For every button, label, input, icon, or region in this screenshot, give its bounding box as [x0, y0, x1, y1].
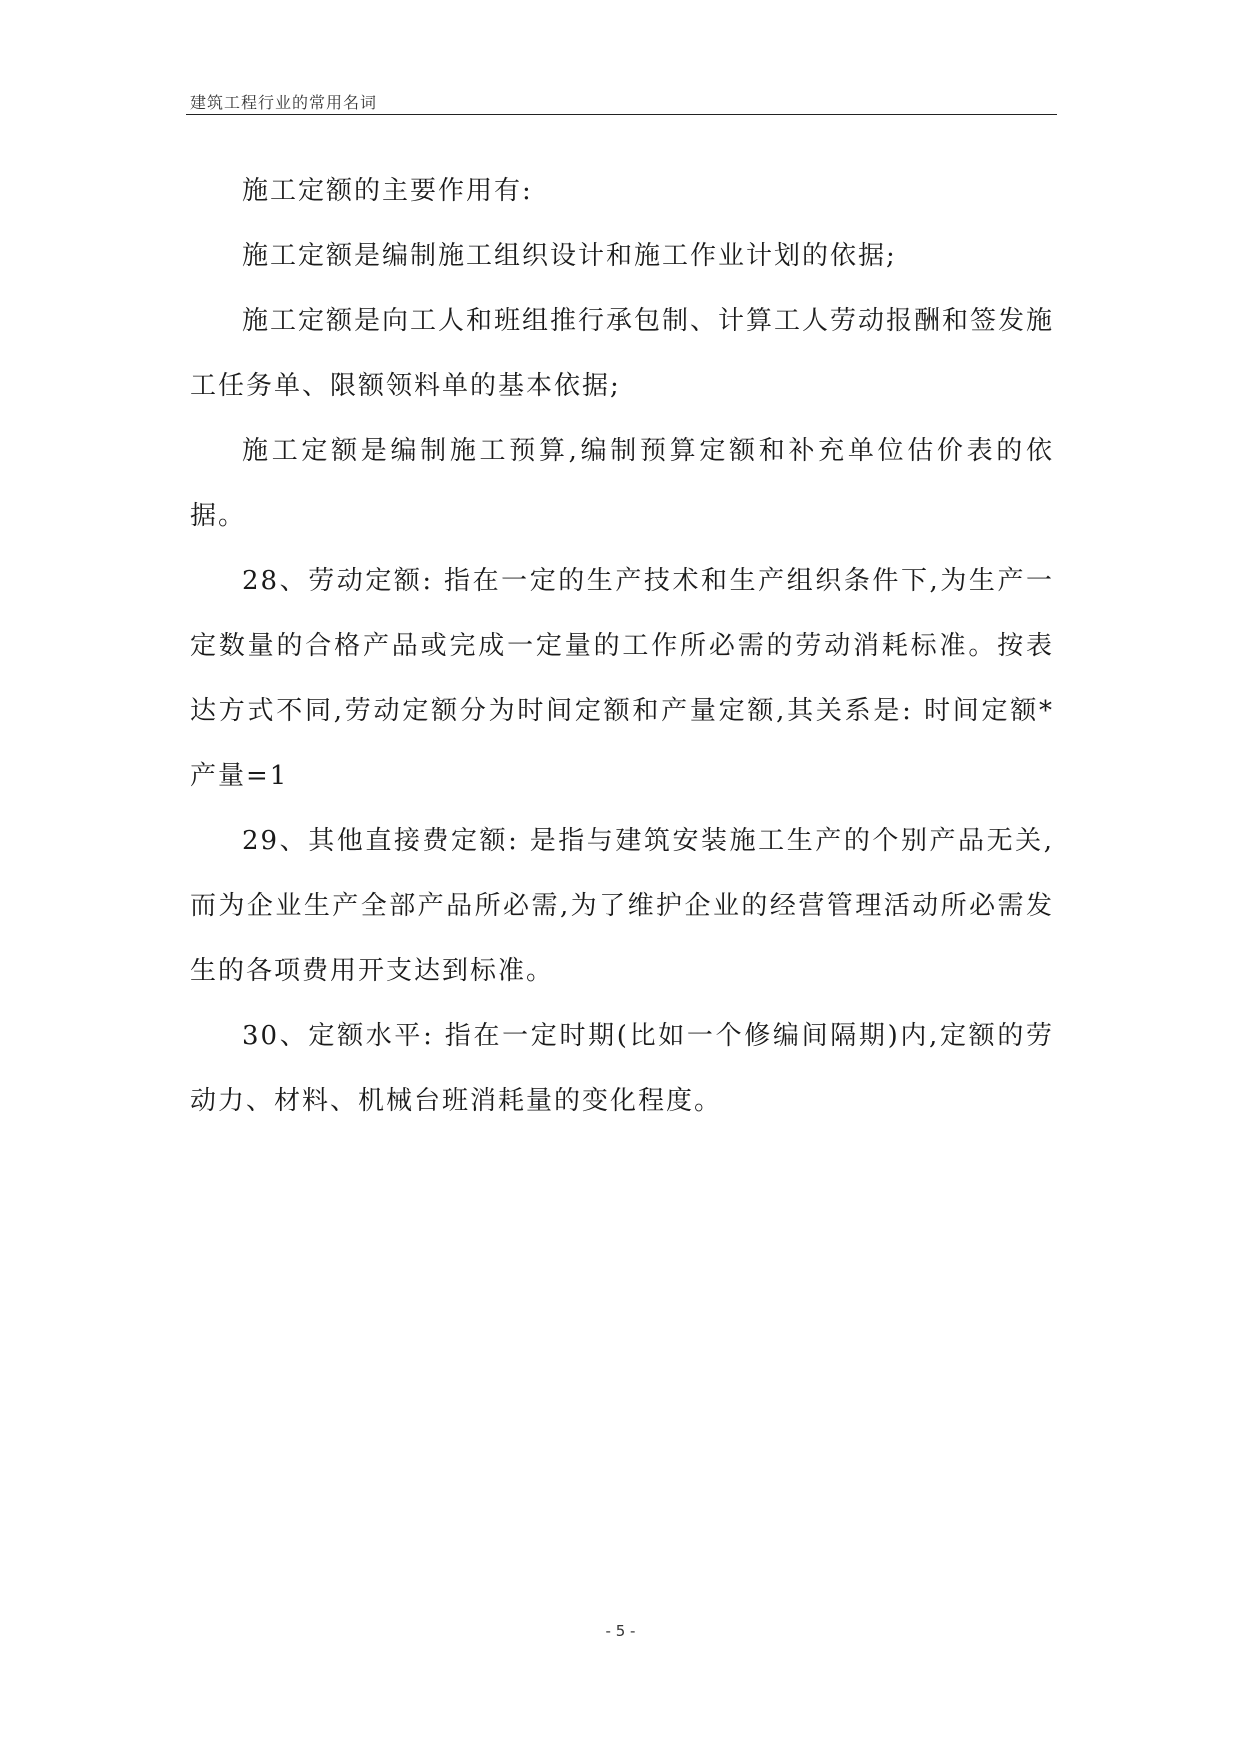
paragraph-item-30: 30、定额水平: 指在一定时期(比如一个修编间隔期)内,定额的劳动力、材料、机械台班消耗量的变化程度。 [190, 1021, 1054, 1116]
paragraph-function-1: 施工定额是编制施工组织设计和施工作业计划的依据; [242, 241, 897, 271]
header-title: 建筑工程行业的常用名词 [190, 93, 378, 112]
page-header [186, 88, 1057, 115]
page-number: - 5 - [605, 1622, 636, 1640]
paragraph-item-29: 29、其他直接费定额: 是指与建筑安装施工生产的个别产品无关,而为企业生产全部产品所必需,为了维护企业的经营管理活动所必需发生的各项费用开支达到标准。 [190, 826, 1054, 986]
paragraph-item-28: 28、劳动定额: 指在一定的生产技术和生产组织条件下,为生产一定数量的合格产品或完成一定量的工作所必需的劳动消耗标准。按表达方式不同,劳动定额分为时间定额和产量定额,其关系是: 时间定额*产量=1 [190, 566, 1054, 791]
paragraph-intro: 施工定额的主要作用有: [242, 176, 533, 206]
document-body [190, 159, 1054, 1134]
paragraph-function-3: 施工定额是编制施工预算,编制预算定额和补充单位估价表的依据。 [190, 436, 1054, 531]
paragraph-function-2: 施工定额是向工人和班组推行承包制、计算工人劳动报酬和签发施工任务单、限额领料单的基本依据; [190, 306, 1055, 401]
